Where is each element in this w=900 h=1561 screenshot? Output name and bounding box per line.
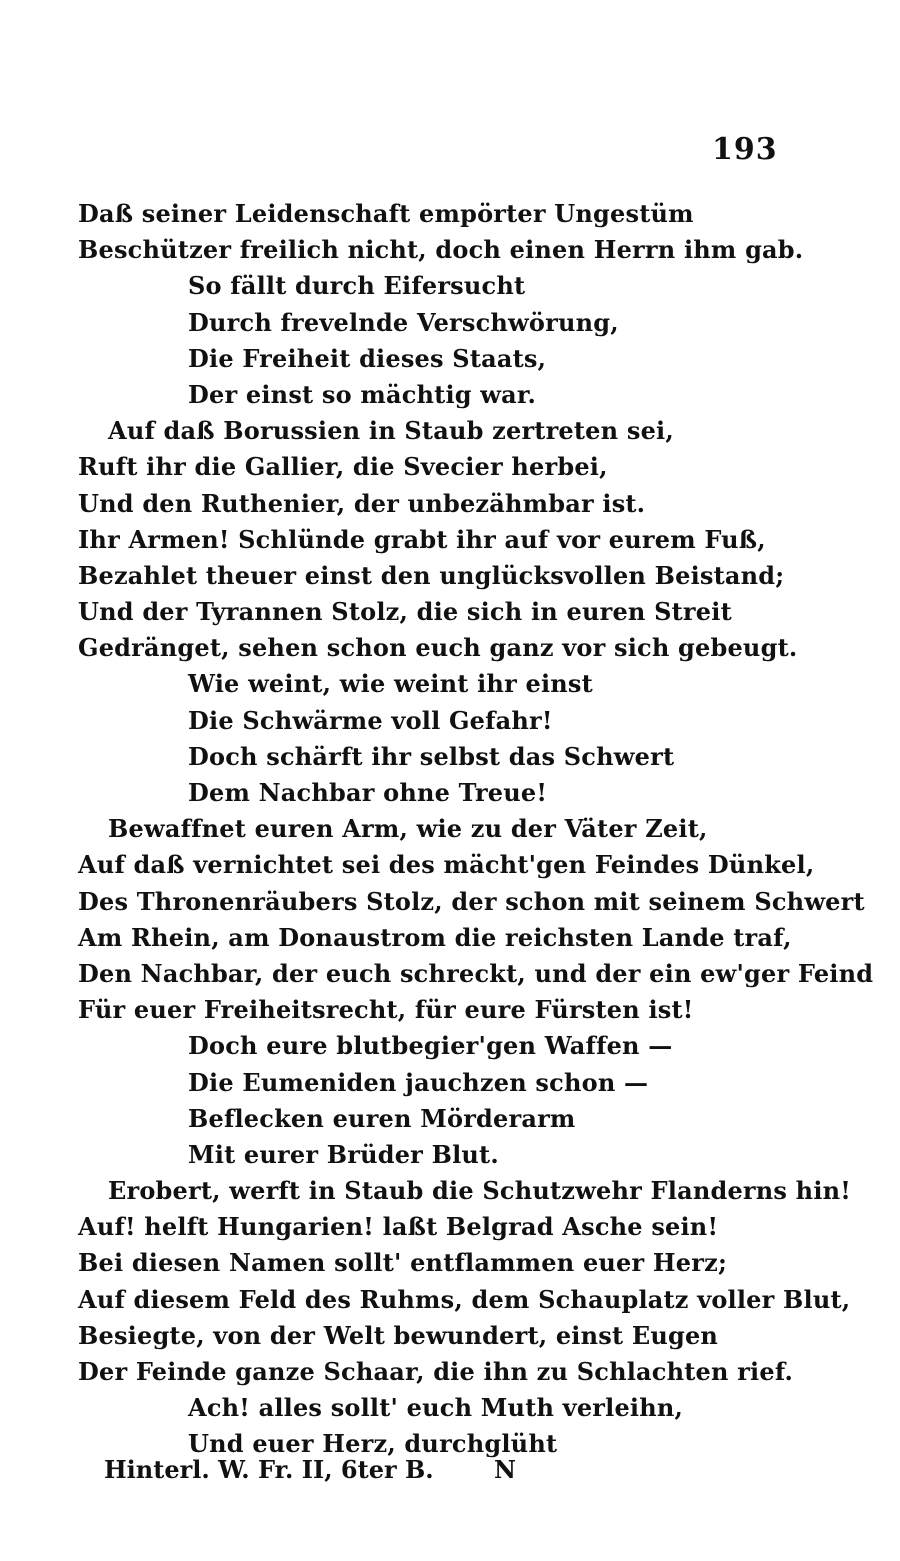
poem-line: So fällt durch Eifersucht — [188, 271, 526, 301]
poem-line: Dem Nachbar ohne Treue! — [188, 778, 548, 807]
poem-line: Doch schärft ihr selbst das Schwert — [188, 741, 675, 771]
poem-line: Bei diesen Namen sollt' entflammen euer Herz; — [78, 1248, 728, 1278]
page-number: 193 — [712, 132, 778, 167]
poem-line: Doch eure blutbegier'gen Waffen — — [188, 1031, 673, 1061]
footer-imprint: Hinterl. W. Fr. II, 6ter B. — [104, 1455, 434, 1484]
poem-line: Der Feinde ganze Schaar, die ihn zu Schlachten rief. — [78, 1357, 794, 1386]
page-footer — [104, 1452, 624, 1488]
poem-line: Die Eumeniden jauchzen schon — — [188, 1067, 649, 1097]
poem-line: Bewaffnet euren Arm, wie zu der Väter Zeit, — [108, 814, 708, 844]
poem-text — [78, 196, 878, 1463]
poem-line: Auf daß Borussien in Staub zertreten sei, — [108, 416, 674, 446]
poem-line: Am Rhein, am Donaustrom die reichsten Lande traf, — [78, 922, 792, 952]
poem-line: Auf! helft Hungarien! laßt Belgrad Asche sein! — [78, 1212, 719, 1242]
poem-line: Ruft ihr die Gallier, die Svecier herbei, — [78, 452, 608, 482]
poem-line: Bezahlet theuer einst den unglücksvollen Beistand; — [78, 560, 785, 590]
poem-line: Erobert, werft in Staub die Schutzwehr Flanderns hin! — [108, 1176, 852, 1206]
poem-line: Besiegte, von der Welt bewundert, einst Eugen — [78, 1320, 719, 1350]
poem-line: Wie weint, wie weint ihr einst — [188, 669, 593, 699]
poem-line: Und der Tyrannen Stolz, die sich in euren Streit — [78, 597, 732, 627]
poem-line: Beschützer freilich nicht, doch einen Herrn ihm gab. — [78, 235, 804, 265]
poem-line: Die Freiheit dieses Staats, — [188, 343, 547, 373]
poem-line: Den Nachbar, der euch schreckt, und der ein ew'ger Feind — [78, 958, 874, 988]
poem-line: Ach! alles sollt' euch Muth verleihn, — [188, 1393, 684, 1423]
poem-line: Und euer Herz, durchglüht — [188, 1429, 558, 1459]
poem-line: Für euer Freiheitsrecht, für eure Fürsten ist! — [78, 995, 694, 1025]
poem-line: Auf daß vernichtet sei des mächt'gen Feindes Dünkel, — [78, 850, 815, 880]
poem-line: Ihr Armen! Schlünde grabt ihr auf vor eurem Fuß, — [78, 524, 766, 554]
poem-line: Durch frevelnde Verschwörung, — [188, 307, 619, 337]
poem-line: Mit eurer Brüder Blut. — [188, 1139, 499, 1169]
poem-line: Des Thronenräubers Stolz, der schon mit seinem Schwert — [78, 886, 865, 916]
poem-line: Die Schwärme voll Gefahr! — [188, 705, 553, 735]
footer-signature-mark: N — [494, 1455, 516, 1484]
poem-line: Beflecken euren Mörderarm — [188, 1103, 576, 1133]
poem-line: Und den Ruthenier, der unbezähmbar ist. — [78, 488, 646, 518]
poem-line: Auf diesem Feld des Ruhms, dem Schauplatz voller Blut, — [78, 1284, 851, 1314]
poem-line: Der einst so mächtig war. — [188, 379, 537, 409]
poem-line: Gedränget, sehen schon euch ganz vor sich gebeugt. — [78, 633, 798, 663]
poem-line: Daß seiner Leidenschaft empörter Ungestüm — [78, 199, 694, 228]
